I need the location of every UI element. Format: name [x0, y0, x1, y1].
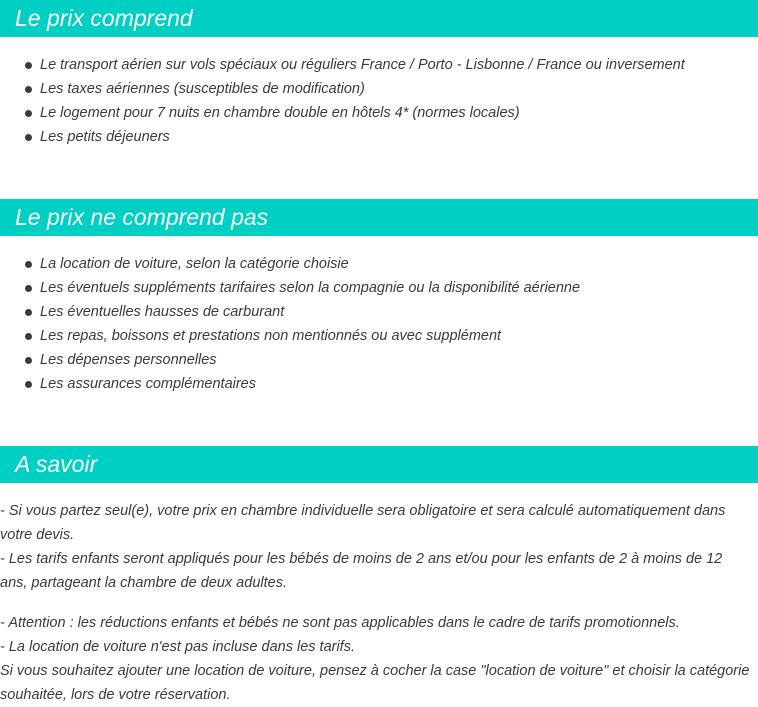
section-title: A savoir — [15, 451, 98, 477]
section-header-a-savoir — [0, 446, 758, 483]
bullet-icon — [25, 110, 32, 117]
list-item-text: Les petits déjeuners — [40, 129, 170, 145]
list-item-text: Les éventuelles hausses de carburant — [40, 304, 285, 320]
info-paragraph — [0, 611, 752, 707]
bullet-icon — [25, 309, 32, 316]
info-line: - Les tarifs enfants seront appliqués pour les bébés de moins de 2 ans et/ou pour les enfants de 2 à moins de 12 ans, partageant la chambre de deux adultes. — [0, 551, 723, 591]
bullet-icon — [25, 261, 32, 268]
list-item-text: Les taxes aériennes (susceptibles de modification) — [40, 81, 365, 97]
section-title: Le prix ne comprend pas — [15, 204, 269, 230]
list-item-text: Les éventuels suppléments tarifaires selon la compagnie ou la disponibilité aérienne — [40, 280, 581, 296]
info-paragraph — [0, 499, 752, 595]
list-item — [0, 101, 685, 125]
info-line: Si vous souhaitez ajouter une location de voiture, pensez à cocher la case "location de voiture" et choisir la catégorie souhaitée, lors de votre réservation. — [0, 663, 750, 703]
list-item — [0, 372, 580, 396]
bullet-icon — [25, 333, 32, 340]
excluded-list — [0, 252, 580, 396]
list-item — [0, 125, 685, 149]
info-line: - Si vous partez seul(e), votre prix en chambre individuelle sera obligatoire et sera calculé automatiquement dans votre devis. — [0, 503, 726, 543]
bullet-icon — [25, 134, 32, 141]
bullet-icon — [25, 285, 32, 292]
bullet-icon — [25, 357, 32, 364]
section-header-prix-ne-comprend-pas — [0, 199, 758, 236]
list-item-text: Les repas, boissons et prestations non mentionnés ou avec supplément — [40, 328, 502, 344]
bullet-icon — [25, 62, 32, 69]
section-header-prix-comprend — [0, 0, 758, 37]
info-line: - Attention : les réductions enfants et bébés ne sont pas applicables dans le cadre de tarifs promotionnels. — [0, 615, 680, 631]
list-item-text: La location de voiture, selon la catégorie choisie — [40, 256, 349, 272]
bullet-icon — [25, 381, 32, 388]
section-title: Le prix comprend — [15, 5, 193, 31]
list-item-text: Le transport aérien sur vols spéciaux ou réguliers France / Porto - Lisbonne / France ou inversement — [40, 57, 685, 73]
list-item — [0, 77, 685, 101]
list-item-text: Les dépenses personnelles — [40, 352, 217, 368]
list-item — [0, 276, 580, 300]
bullet-icon — [25, 86, 32, 93]
info-line: - La location de voiture n'est pas incluse dans les tarifs. — [0, 639, 355, 655]
included-list — [0, 53, 685, 149]
list-item — [0, 300, 580, 324]
list-item — [0, 324, 580, 348]
list-item — [0, 252, 580, 276]
list-item-text: Les assurances complémentaires — [40, 376, 256, 392]
list-item-text: Le logement pour 7 nuits en chambre double en hôtels 4* (normes locales) — [40, 105, 520, 121]
list-item — [0, 53, 685, 77]
list-item — [0, 348, 580, 372]
